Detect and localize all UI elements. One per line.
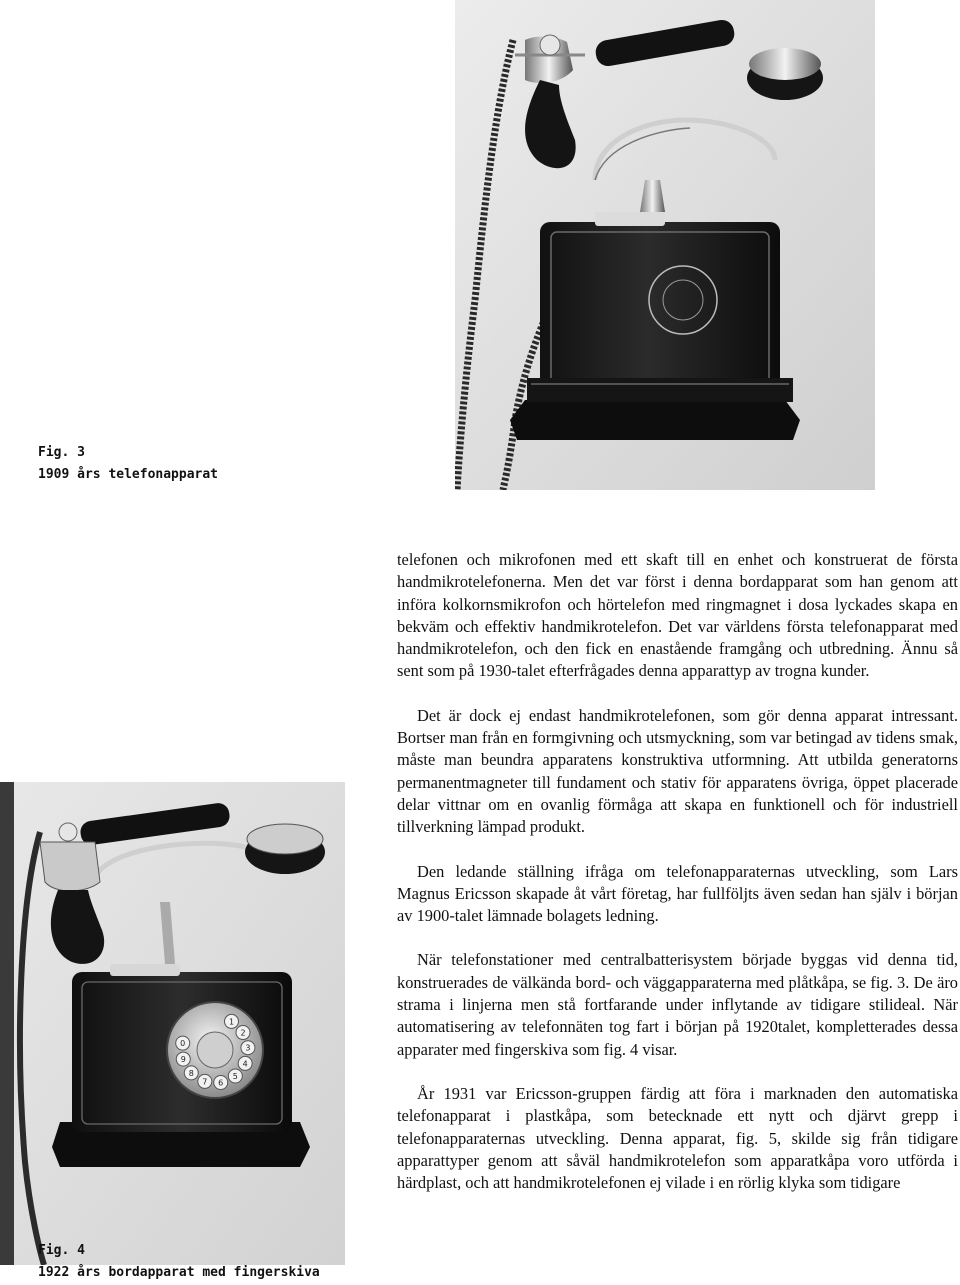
paragraph-1: telefonen och mikrofonen med ett skaft till en enhet och konstruerat de första handmikrotelefonerna. Men det var först i denna bordapparat som han genom att införa kolkornsmikrofon och hörtelefon med ringmagnet i dosa lyckades skapa en bekväm och effektiv handmikrotelefon. Det var världens första telefonapparat med handmikrotelefon, och den fick en enastående framgång och utbredning. Ännu så sent som på 1930-talet efterfrågades denna apparattyp av trogna kunder. bbox=[397, 550, 958, 681]
telephone-1922-image bbox=[0, 782, 345, 1265]
dial-digit: 6 bbox=[218, 1078, 224, 1088]
dial-digit: 4 bbox=[242, 1059, 248, 1069]
paragraph-2: Det är dock ej endast handmikrotelefonen, som gör denna apparat intressant. Bortser man från en formgivning och utsmyckning, som var betingad av tidens smak, måste man beundra apparatens konstruktiva utformning. Att utbilda generatorns permanentmagneter till fundament och stativ för apparatens övriga, öppet placerade delar vittnar om en ovanlig förmåga att skapa en funktionell och för industriell tillverkning lämpad produkt. bbox=[397, 705, 958, 837]
dial-digit: 8 bbox=[188, 1068, 194, 1078]
figure-4-label: Fig. 4 bbox=[38, 1243, 85, 1258]
telephone-1909-image bbox=[455, 0, 875, 490]
dial-digit: 5 bbox=[232, 1072, 238, 1082]
figure-3-caption bbox=[38, 442, 218, 486]
figure-4-caption-text: 1922 års bordapparat med fingerskiva bbox=[38, 1265, 320, 1280]
body-text-column bbox=[397, 549, 958, 1216]
figure-4-photo bbox=[0, 782, 345, 1265]
figure-4-caption bbox=[38, 1240, 320, 1284]
dial-digit: 9 bbox=[180, 1055, 186, 1065]
figure-3-label: Fig. 3 bbox=[38, 445, 85, 460]
figure-3-caption-text: 1909 års telefonapparat bbox=[38, 467, 219, 482]
dial-digit: 1 bbox=[228, 1017, 235, 1027]
paragraph-3: Den ledande ställning ifråga om telefonapparaternas utveckling, som Lars Magnus Ericsson skapade åt vårt företag, har fullföljts även sedan han själv i början av 1900-talet lämnade bolagets ledning. bbox=[397, 861, 958, 926]
dial-digit: 0 bbox=[180, 1039, 186, 1049]
dial-digit: 7 bbox=[202, 1077, 208, 1087]
figure-3-photo bbox=[455, 0, 875, 490]
paragraph-4: När telefonstationer med centralbatterisystem började byggas vid denna tid, konstruerades de välkända bord- och väggapparaterna med plåtkåpa, se fig. 3. De äro strama i linjerna men stå fortfarande under inflytande av tidigare stilideal. När automatisering av telefonnäten tog fart i början på 1920talet, kompletterades dessa apparater med fingerskiva som fig. 4 visar. bbox=[397, 950, 958, 1059]
dial-digit: 2 bbox=[240, 1028, 246, 1038]
dial-digit: 3 bbox=[245, 1043, 251, 1053]
paragraph-5: År 1931 var Ericsson-gruppen färdig att föra i marknaden den automatiska telefonapparat i plastkåpa, som betecknade ett nytt och djärvt grepp i telefonapparaternas utveckling. Denna apparat, fig. 5, skilde sig från tidigare apparattyper genom att såväl handmikrotelefon som apparatkåpa voro utförda i härdplast, och att handmikrotelefonen ej vilade i en rörlig klyka som tidigare bbox=[397, 1083, 958, 1193]
